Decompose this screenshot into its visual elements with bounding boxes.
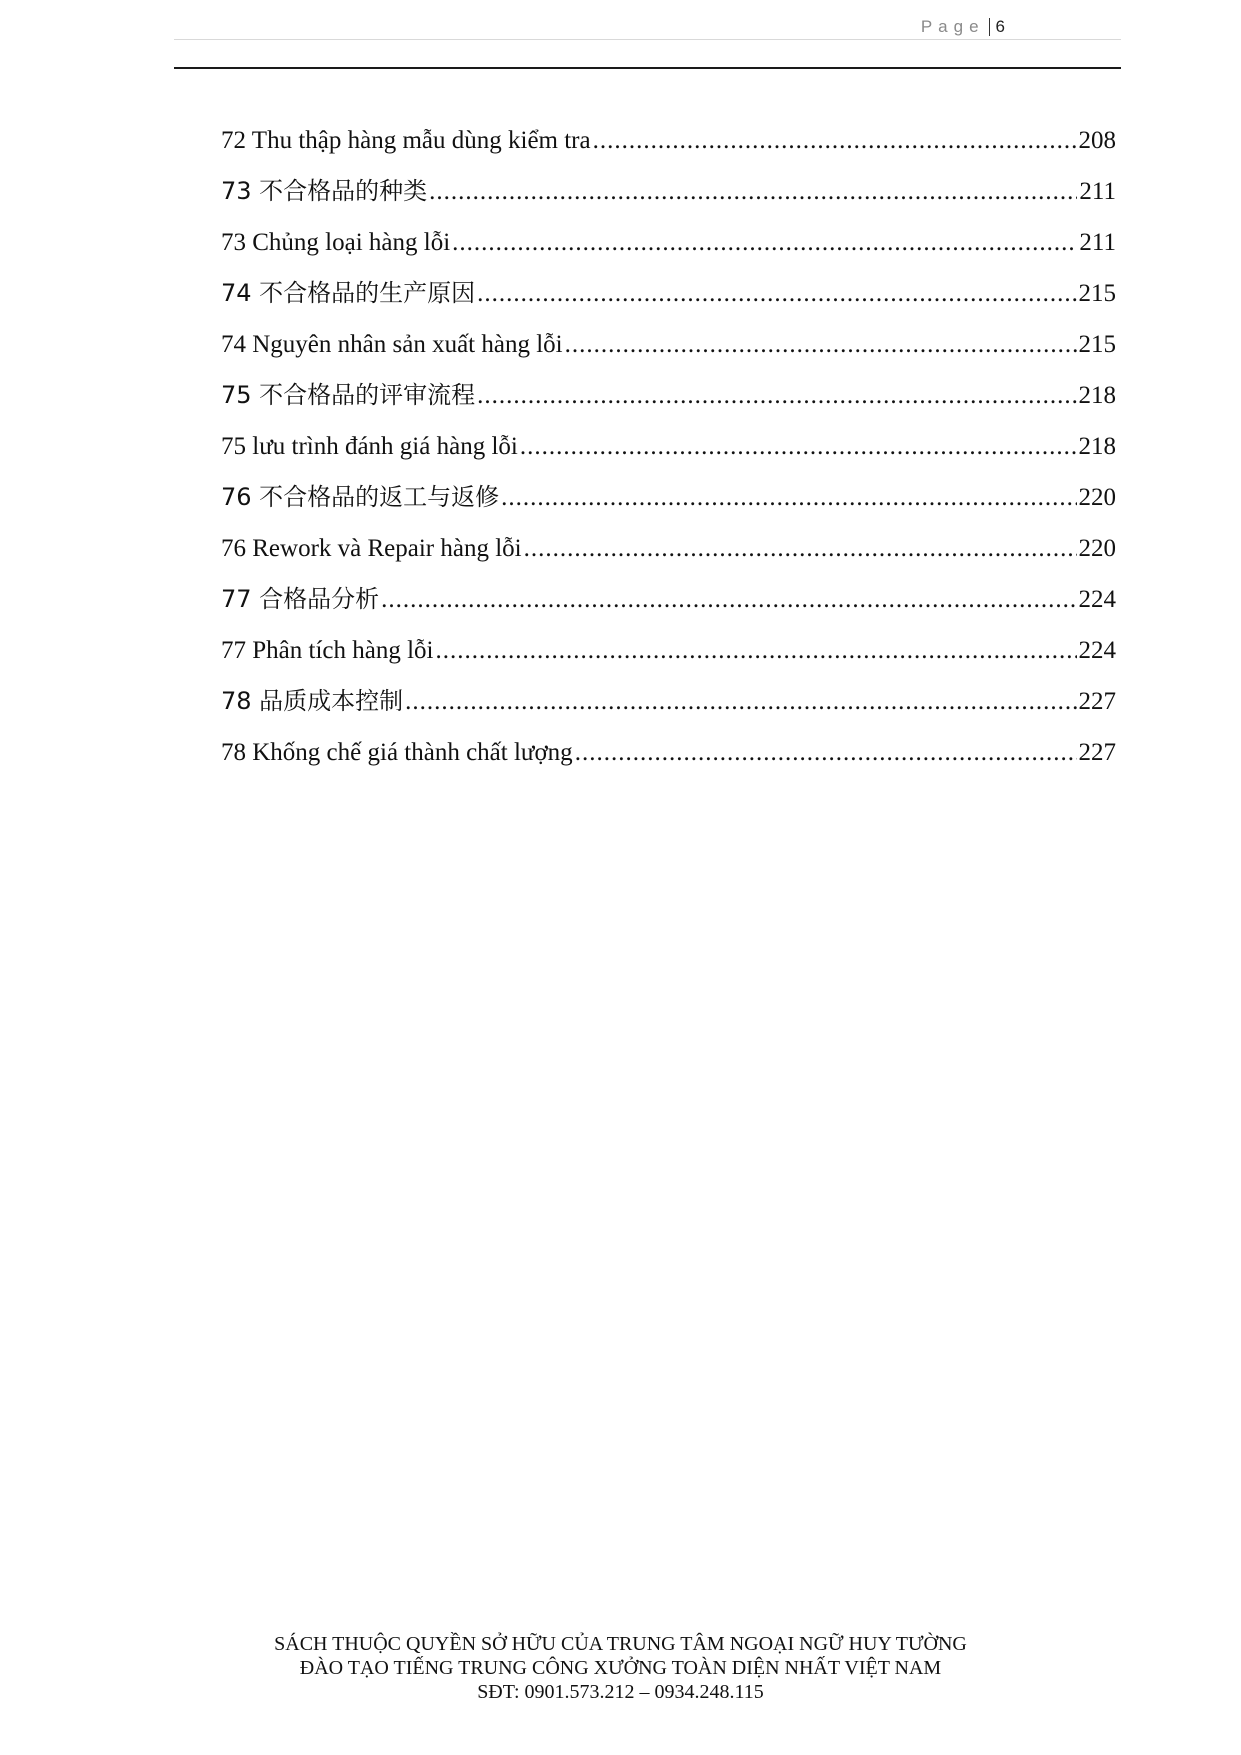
toc-entry[interactable] [221, 319, 1116, 370]
toc-entry-page: 220 [1078, 535, 1116, 562]
toc-entry-page: 208 [1078, 127, 1116, 154]
toc-entry[interactable] [221, 727, 1116, 778]
toc-dot-leader [381, 574, 1076, 625]
toc-dot-leader [405, 676, 1076, 727]
toc-entry[interactable] [221, 370, 1116, 421]
header-divider [174, 67, 1121, 69]
toc-dot-leader [520, 421, 1077, 472]
toc-dot-leader [501, 472, 1076, 523]
toc-dot-leader [565, 319, 1077, 370]
toc-entry-page: 211 [1079, 229, 1116, 256]
toc-entry-page: 224 [1078, 586, 1116, 613]
toc-entry[interactable] [221, 574, 1116, 625]
toc-entry[interactable] [221, 676, 1116, 727]
toc-entry-title: 72 Thu thập hàng mẫu dùng kiểm tra [221, 127, 591, 154]
toc-entry-page: 215 [1078, 280, 1116, 307]
toc-dot-leader [435, 625, 1076, 676]
footer [0, 1632, 1241, 1704]
toc-entry-page: 220 [1078, 484, 1116, 511]
toc-dot-leader [593, 115, 1077, 166]
toc-dot-leader [477, 370, 1076, 421]
toc-entry[interactable] [221, 421, 1116, 472]
toc-entry-title: 78 品质成本控制 [221, 687, 404, 715]
toc-entry-title: 78 Khống chế giá thành chất lượng [221, 739, 573, 766]
table-of-contents [221, 115, 1116, 778]
toc-entry[interactable] [221, 625, 1116, 676]
toc-dot-leader [452, 217, 1077, 268]
footer-line-phone: SĐT: 0901.573.212 – 0934.248.115 [477, 1681, 764, 1703]
footer-line-slogan: ĐÀO TẠO TIẾNG TRUNG CÔNG XƯỞNG TOÀN DIỆN NHẤT VIỆT NAM [299, 1657, 942, 1679]
page-label: Page [920, 17, 985, 36]
toc-entry-title: 77 合格品分析 [221, 585, 380, 613]
toc-dot-leader [524, 523, 1077, 574]
toc-entry-page: 215 [1078, 331, 1116, 358]
toc-entry[interactable] [221, 166, 1116, 217]
toc-entry-title: 76 不合格品的返工与返修 [221, 483, 500, 511]
toc-entry[interactable] [221, 115, 1116, 166]
toc-entry-page: 211 [1079, 178, 1116, 205]
toc-entry-title: 74 Nguyên nhân sản xuất hàng lỗi [221, 331, 563, 358]
toc-entry[interactable] [221, 523, 1116, 574]
toc-entry-page: 218 [1078, 433, 1116, 460]
footer-line-ownership: SÁCH THUỘC QUYỀN SỞ HỮU CỦA TRUNG TÂM NGOẠI NGỮ HUY TƯỜNG [274, 1633, 967, 1655]
toc-entry-title: 77 Phân tích hàng lỗi [221, 637, 434, 664]
toc-entry-title: 74 不合格品的生产原因 [221, 279, 476, 307]
toc-entry[interactable] [221, 268, 1116, 319]
toc-entry-title: 73 不合格品的种类 [221, 177, 428, 205]
page-header [921, 14, 1005, 40]
toc-dot-leader [429, 166, 1077, 217]
page-number: 6 [995, 17, 1005, 36]
toc-entry-title: 73 Chủng loại hàng lỗi [221, 229, 451, 256]
header-divider-light [174, 39, 1121, 40]
toc-entry[interactable] [221, 472, 1116, 523]
toc-entry-page: 224 [1078, 637, 1116, 664]
page-separator [989, 18, 990, 36]
toc-entry-title: 75 不合格品的评审流程 [221, 381, 476, 409]
toc-entry-title: 76 Rework và Repair hàng lỗi [221, 535, 522, 562]
toc-entry-page: 227 [1078, 688, 1116, 715]
toc-dot-leader [477, 268, 1076, 319]
toc-entry-page: 218 [1078, 382, 1116, 409]
toc-entry[interactable] [221, 217, 1116, 268]
toc-entry-page: 227 [1078, 739, 1116, 766]
toc-entry-title: 75 lưu trình đánh giá hàng lỗi [221, 433, 518, 460]
toc-dot-leader [575, 727, 1077, 778]
